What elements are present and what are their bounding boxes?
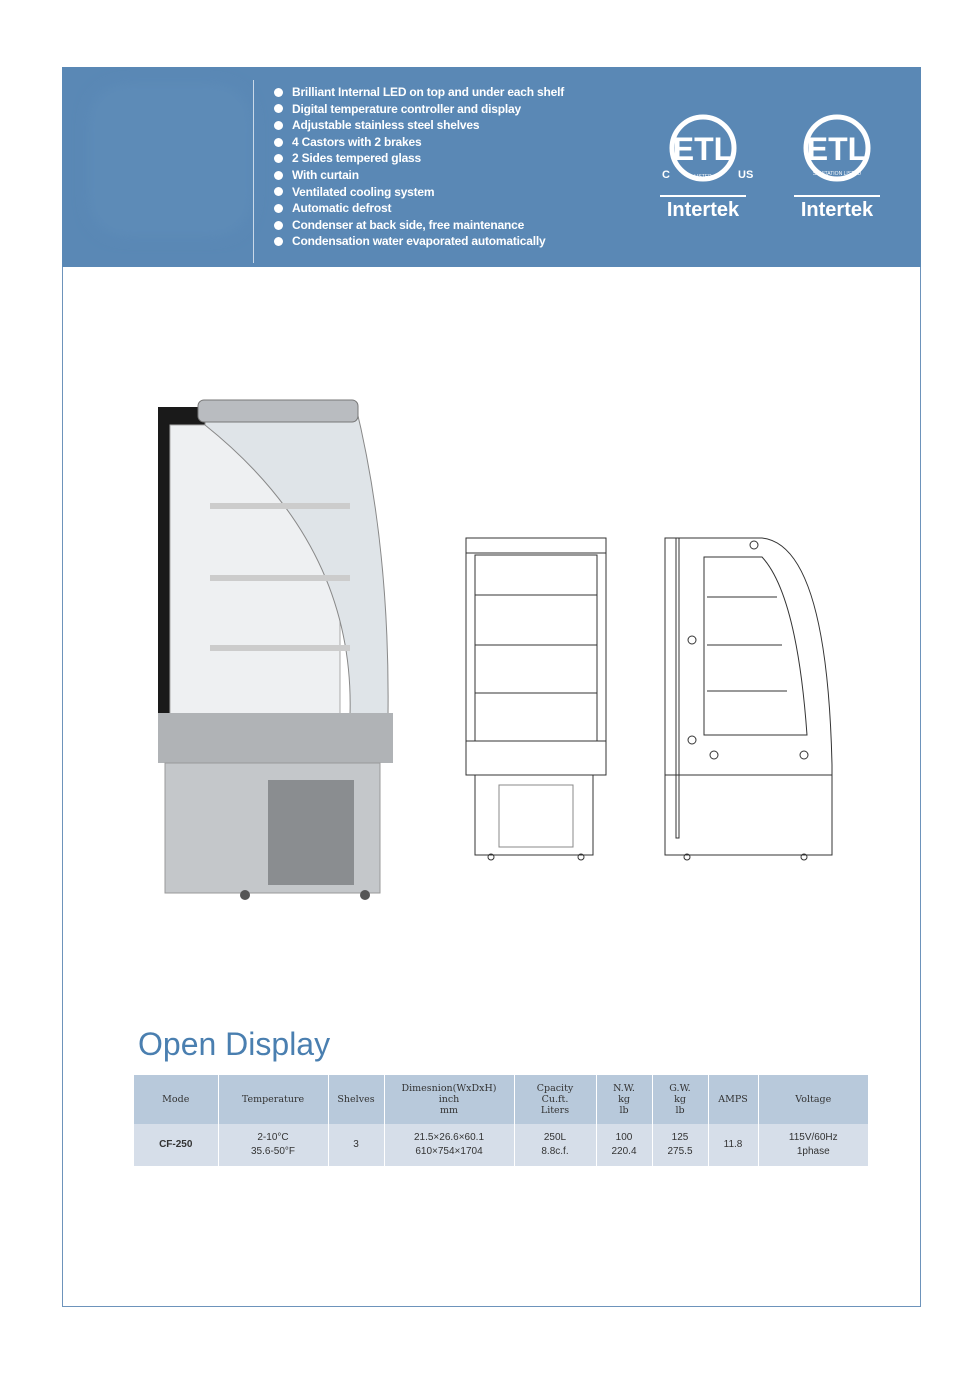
table-cell (384, 1124, 514, 1166)
product-photo (150, 395, 400, 910)
table-cell (218, 1124, 328, 1166)
table-cell (134, 1124, 218, 1166)
column-header (384, 1075, 514, 1124)
cell-text: 610×754×1704 (415, 1146, 483, 1157)
feature-item (274, 217, 564, 234)
table-row (134, 1124, 868, 1166)
header-text: Liters (540, 1105, 570, 1116)
cell-text: 125 (671, 1132, 689, 1143)
feature-text: Automatic defrost (292, 201, 392, 216)
header-text: Temperature (241, 1094, 305, 1105)
feature-list (274, 84, 564, 250)
feature-item (274, 233, 564, 250)
bullet-icon (274, 204, 283, 213)
header-text: kg (618, 1094, 630, 1105)
column-header (758, 1075, 868, 1124)
feature-item (274, 84, 564, 101)
cell-text: 220.4 (611, 1146, 637, 1157)
cell-text: 21.5×26.6×60.1 (413, 1132, 485, 1143)
svg-text:C: C (662, 169, 670, 181)
cell-text: 115V/60Hz (788, 1132, 838, 1143)
column-header (708, 1075, 758, 1124)
feature-item (274, 200, 564, 217)
etl-sanitation-logo (782, 112, 892, 222)
svg-text:US: US (738, 169, 754, 181)
header-text: Dimesnion(WxDxH) (401, 1083, 497, 1094)
header-text: G.W. (669, 1083, 691, 1094)
intertek-label: Intertek (660, 195, 746, 222)
cell-text: CF-250 (159, 1139, 193, 1150)
feature-text: 4 Castors with 2 brakes (292, 134, 422, 149)
bullet-icon (274, 121, 283, 130)
svg-text:LISTED: LISTED (694, 174, 712, 180)
header-text: lb (675, 1105, 685, 1116)
bullet-icon (274, 237, 283, 246)
header-text: lb (619, 1105, 629, 1116)
feature-text: With curtain (292, 167, 359, 182)
feature-text: 2 Sides tempered glass (292, 151, 421, 166)
bullet-icon (274, 171, 283, 180)
intertek-label: Intertek (794, 195, 880, 222)
feature-item (274, 134, 564, 151)
cell-text: 100 (615, 1132, 633, 1143)
cell-text: 1phase (796, 1146, 830, 1157)
header-text: AMPS (718, 1094, 748, 1105)
faded-logo (95, 90, 245, 230)
header-text: inch (438, 1094, 460, 1105)
spec-table (134, 1075, 868, 1166)
cell-text: 8.8c.f. (541, 1146, 569, 1157)
bullet-icon (274, 221, 283, 230)
feature-item (274, 167, 564, 184)
header-text: Voltage (795, 1094, 832, 1105)
svg-text:SANITATION LISTED: SANITATION LISTED (812, 171, 862, 177)
feature-text: Ventilated cooling system (292, 184, 435, 199)
column-header (596, 1075, 652, 1124)
bullet-icon (274, 187, 283, 196)
header-text: Cu.ft. (541, 1094, 569, 1105)
cell-text: 275.5 (667, 1146, 693, 1157)
table-cell (758, 1124, 868, 1166)
bullet-icon (274, 88, 283, 97)
svg-text:ETL: ETL (672, 131, 734, 167)
header-text: Shelves (337, 1094, 375, 1105)
bullet-icon (274, 138, 283, 147)
feature-text: Digital temperature controller and display (292, 101, 521, 116)
column-header (652, 1075, 708, 1124)
cell-text: 11.8 (723, 1139, 743, 1150)
cell-text: 3 (353, 1139, 359, 1150)
header-divider (253, 80, 254, 263)
table-cell (514, 1124, 596, 1166)
table-cell (708, 1124, 758, 1166)
etl-listed-logo (648, 112, 758, 222)
column-header (218, 1075, 328, 1124)
header-text: Mode (162, 1094, 190, 1105)
feature-text: Condenser at back side, free maintenance (292, 217, 525, 232)
front-view-drawing (463, 535, 611, 863)
side-view-drawing (662, 535, 840, 863)
header-text: Cpacity (536, 1083, 574, 1094)
product-title: Open Display (138, 1026, 331, 1062)
cell-text: 35.6-50°F (250, 1146, 296, 1157)
bullet-icon (274, 104, 283, 113)
column-header (328, 1075, 384, 1124)
table-header-row (134, 1075, 868, 1124)
header-text: N.W. (613, 1083, 635, 1094)
column-header (134, 1075, 218, 1124)
cell-text: 250L (543, 1132, 567, 1143)
feature-text: Adjustable stainless steel shelves (292, 118, 480, 133)
header-text: mm (439, 1105, 459, 1116)
feature-text: Condensation water evaporated automatically (292, 234, 546, 249)
feature-item (274, 101, 564, 118)
table-cell (596, 1124, 652, 1166)
feature-item (274, 117, 564, 134)
feature-item (274, 150, 564, 167)
header-text: kg (674, 1094, 686, 1105)
table-cell (652, 1124, 708, 1166)
column-header (514, 1075, 596, 1124)
cell-text: 2-10°C (257, 1132, 289, 1143)
table-cell (328, 1124, 384, 1166)
svg-text:ETL: ETL (806, 131, 868, 167)
feature-text: Brilliant Internal LED on top and under each shelf (292, 85, 565, 99)
feature-item (274, 184, 564, 201)
bullet-icon (274, 154, 283, 163)
